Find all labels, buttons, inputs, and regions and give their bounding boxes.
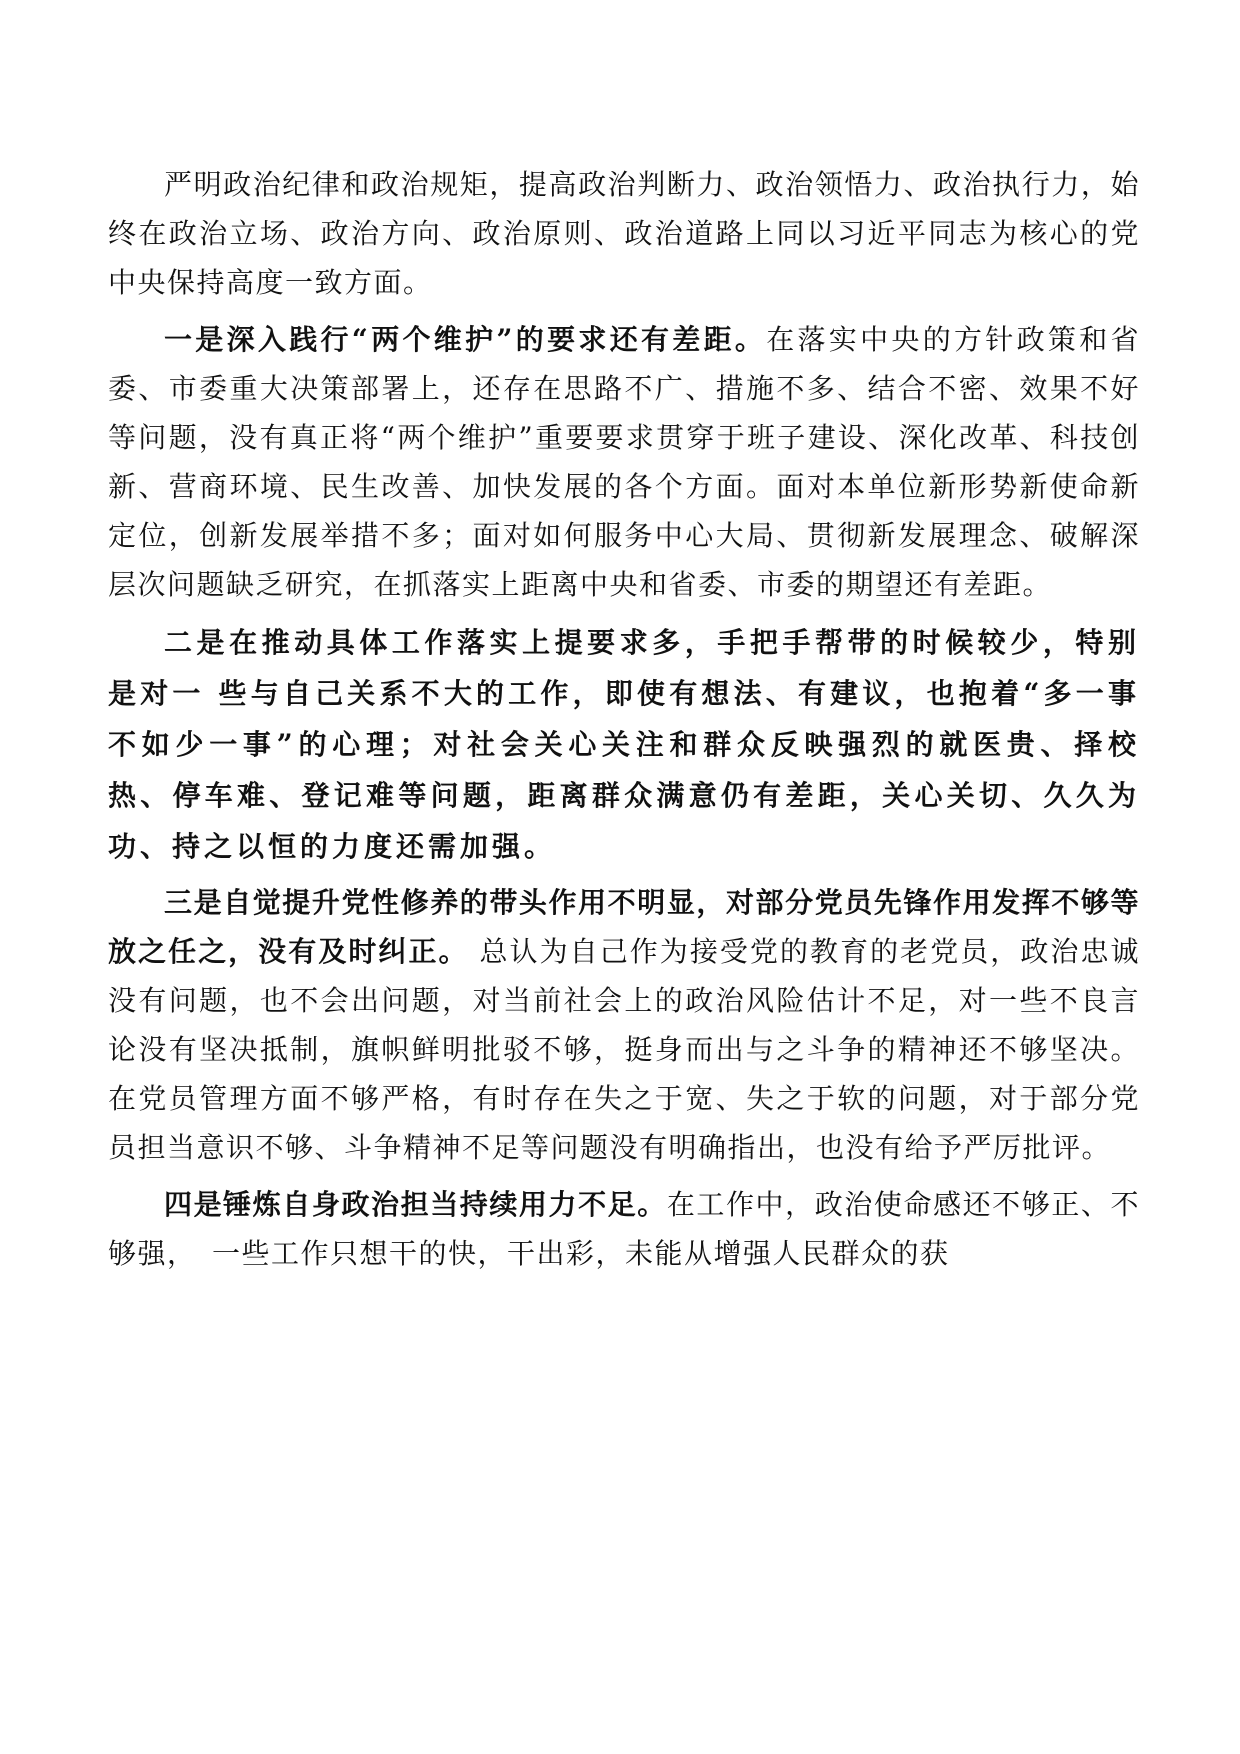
paragraph-text: 总认为自己作为接受党的教育的老党员，政治忠诚没有问题，也不会出问题，对当前社会上的政治风险估计不足，对一些不良言论没有坚决抵制，旗帜鲜明批驳不够，挺身而出与之斗争的精神还不够坚决。在党员管理方面不够严格，有时存在失之于宽、失之于软的问题，对于部分党员担当意识不够、斗争精神不足等问题没有明确指出，也没有给予严厉批评。 [108, 935, 1140, 1164]
paragraph-point-2 [108, 617, 1140, 872]
paragraph-text: 在落实中央的方针政策和省委、市委重大决策部署上，还存在思路不广、措施不多、结合不密、效果不好等问题，没有真正将“两个维护”重要要求贯穿于班子建设、深化改革、科技创新、营商环境、民生改善、加快发展的各个方面。面对本单位新形势新使命新定位，创新发展举措不多；面对如何服务中心大局、贯彻新发展理念、破解深层次问题缺乏研究，在抓落实上距离中央和省委、市委的期望还有差距。 [108, 323, 1140, 601]
paragraph-lead: 三是自觉提升党性修养的带头作用不明显，对部分党员先锋作用发挥不够等放之任之，没有及时纠正。 [108, 886, 1140, 968]
paragraph-text: 在工作中，政治使命感还不够正、不够强， 一些工作只想干的快，干出彩，未能从增强人民群众的获 [108, 1188, 1140, 1270]
paragraph-point-4 [108, 1180, 1140, 1278]
paragraph-lead: 四是锤炼自身政治担当持续用力不足。 [164, 1188, 667, 1221]
document-body [108, 160, 1140, 1286]
paragraph-point-1 [108, 315, 1140, 609]
paragraph-intro [108, 160, 1140, 307]
paragraph-lead: 二是在推动具体工作落实上提要求多，手把手帮带的时候较少，特别是对一 些与自己关系不大的工作，即使有想法、有建议，也抱着“多一事不如少一事”的心理；对社会关心关注和群众反映强烈的就医贵、择校热、停车难、登记难等问题，距离群众满意仍有差距，关心关切、久久为功、持之以恒的力度还需加强。 [108, 626, 1140, 863]
paragraph-point-3 [108, 878, 1140, 1172]
paragraph-text: 严明政治纪律和政治规矩，提高政治判断力、政治领悟力、政治执行力，始终在政治立场、政治方向、政治原则、政治道路上同以习近平同志为核心的党中央保持高度一致方面。 [108, 168, 1140, 299]
paragraph-lead: 一是深入践行“两个维护”的要求还有差距。 [164, 323, 767, 356]
